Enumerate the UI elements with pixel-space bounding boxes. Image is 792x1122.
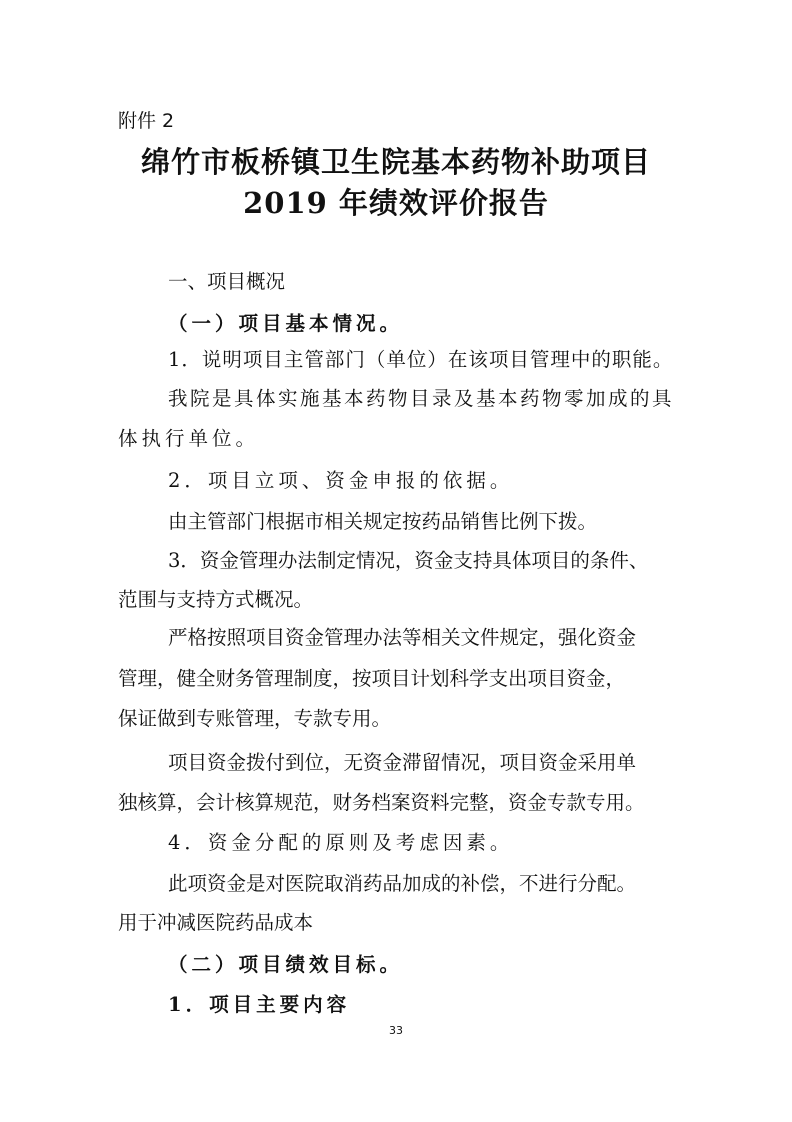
sub2-heading: （二）项目绩效目标。: [168, 953, 404, 976]
item3-heading-line2: 范围与支持方式概况。: [118, 588, 314, 611]
page-number: 33: [389, 1024, 403, 1037]
report-title-line1: 绵竹市板桥镇卫生院基本药物补助项目: [140, 145, 651, 179]
item1-text-line1: 我院是具体实施基本药物目录及基本药物零加成的具: [168, 387, 675, 410]
item1-text-line2: 体执行单位。: [118, 427, 260, 450]
item4-text-line1: 此项资金是对医院取消药品加成的补偿，不进行分配。: [168, 872, 637, 895]
item1-heading: 1．说明项目主管部门（单位）在该项目管理中的职能。: [168, 348, 674, 371]
section1-heading: 一、项目概况: [168, 270, 286, 293]
item3-text-line1: 严格按照项目资金管理办法等相关文件规定，强化资金: [168, 626, 637, 649]
sub1-heading: （一）项目基本情况。: [168, 312, 404, 335]
item2-text: 由主管部门根据市相关规定按药品销售比例下拨。: [168, 510, 598, 533]
item3-text2-line2: 独核算，会计核算规范，财务档案资料完整，资金专款专用。: [118, 791, 645, 814]
item3-text-line2: 管理，健全财务管理制度，按项目计划科学支出项目资金，: [118, 667, 626, 690]
item3-heading-line1: 3．资金管理办法制定情况，资金支持具体项目的条件、: [168, 549, 649, 572]
report-title-line2: 2019 年绩效评价报告: [243, 186, 549, 220]
item3-text-line3: 保证做到专账管理，专款专用。: [118, 707, 392, 730]
attachment-label: 附件 2: [118, 110, 175, 132]
item2-heading: 2．项目立项、资金申报的依据。: [168, 469, 514, 492]
item4-heading: 4．资金分配的原则及考虑因素。: [168, 831, 514, 854]
item3-text2-line1: 项目资金拨付到位，无资金滞留情况，项目资金采用单: [168, 751, 637, 774]
sub2-item1-heading: 1．项目主要内容: [168, 993, 351, 1016]
item4-text-line2: 用于冲减医院药品成本: [118, 911, 314, 934]
